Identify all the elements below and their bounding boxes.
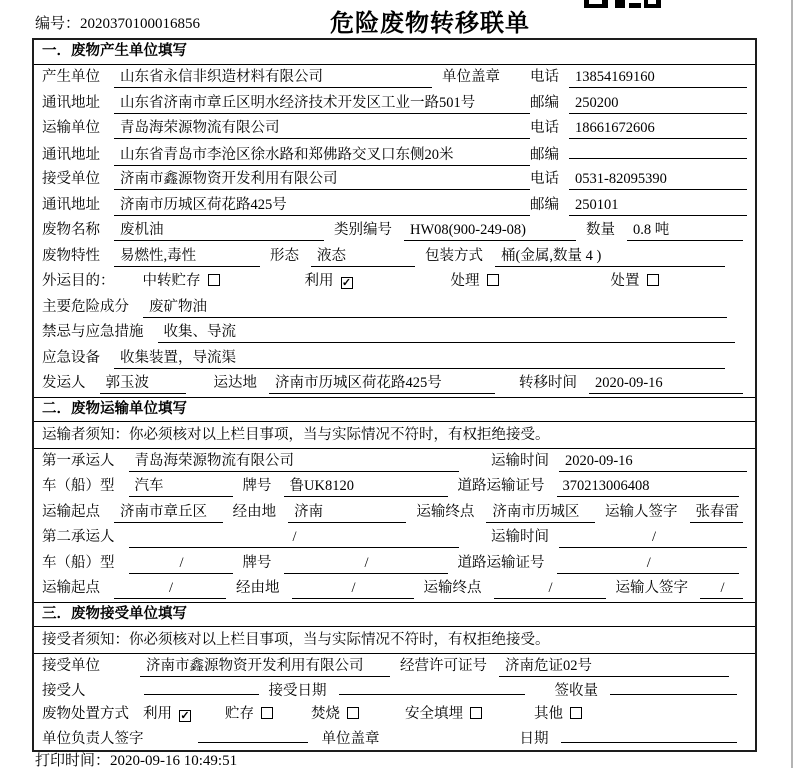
vehicle2-license-label: 道路运输证号	[457, 554, 545, 571]
purpose-option-use	[305, 269, 353, 290]
disposal-option-landfill	[405, 702, 482, 723]
accept-unit-label: 接受单位	[42, 657, 100, 674]
transport-unit-value: 青岛海荣源物流有限公司	[114, 116, 530, 139]
purpose-label: 外运目的：	[42, 273, 115, 289]
route2-start-label: 运输起点	[42, 580, 100, 596]
transfer-time-label: 转移时间	[519, 375, 577, 391]
seal-date-value	[561, 726, 738, 743]
qr-code-icon	[584, 0, 662, 9]
carrier2-label: 第二承运人	[42, 529, 115, 545]
transport-post-label: 邮编	[530, 146, 559, 163]
section3-header: 三．废物接受单位填写	[34, 602, 755, 627]
carrier1-time-value: 2020-09-16	[559, 453, 747, 472]
dispatch-row	[34, 371, 755, 397]
section2-notice: 运输者须知：你必须核对以上栏目事项，当与实际情况不符时，有权拒绝接受。	[34, 422, 755, 449]
taboo-label: 禁忌与应急措施	[42, 324, 144, 340]
disposal-option-use	[143, 702, 191, 723]
purpose-dispose-checkbox	[647, 274, 659, 286]
disposal-option-burn	[311, 702, 359, 723]
waste-name-value: 废机油	[114, 218, 324, 241]
accept-date-value	[339, 678, 525, 695]
producer-address-row	[34, 91, 755, 117]
producer-unit-value: 山东省永信非织造材料有限公司	[114, 65, 432, 88]
carrier2-value: /	[129, 529, 459, 548]
receiver-address-value: 济南市历城区荷花路425号	[114, 193, 530, 216]
vehicle1-row	[34, 474, 755, 500]
print-time-value: 2020-09-16 10:49:51	[110, 753, 238, 768]
producer-address-value: 山东省济南市章丘区明水经济技术开发区工业一路501号	[114, 91, 530, 114]
accept-unit-value: 济南市鑫源物资开发利用有限公司	[140, 654, 390, 677]
vehicle1-plate-value: 鲁UK8120	[284, 474, 448, 497]
disposal-use-checkbox: ✓	[180, 709, 190, 722]
vehicle2-license-value: /	[557, 555, 740, 574]
vehicle1-plate-label: 牌号	[242, 478, 272, 494]
producer-post-value: 250200	[569, 95, 747, 114]
receiver-unit-row	[34, 167, 755, 193]
purpose-transfer-checkbox	[208, 274, 220, 286]
vehicle2-type-value: /	[129, 555, 233, 574]
operate-license-value: 济南危证02号	[499, 654, 729, 677]
vehicle2-type-label: 车（船）型	[42, 554, 115, 571]
route1-sign-label: 运输人签字	[605, 503, 678, 520]
responsible-sign-value	[198, 726, 308, 743]
disposal-option-store	[225, 702, 273, 723]
recipient-row	[34, 678, 755, 702]
carrier1-time-label: 运输时间	[491, 452, 549, 469]
document-number	[35, 12, 200, 33]
receiver-address-label: 通讯地址	[42, 196, 100, 213]
vehicle1-type-label: 车（船）型	[42, 478, 115, 494]
print-time	[35, 749, 237, 768]
recipient-value	[144, 678, 259, 695]
disposal-landfill-checkbox	[470, 707, 482, 719]
route2-end-value: /	[494, 580, 606, 599]
responsible-sign-row	[34, 726, 755, 750]
document-number-label: 编号：	[35, 16, 81, 32]
disposal-option-burn-label: 焚烧	[311, 705, 340, 722]
waste-qty-label: 数量	[586, 222, 615, 238]
vehicle2-row	[34, 551, 755, 577]
section2-header: 二．废物运输单位填写	[34, 397, 755, 422]
vehicle1-license-value: 370213006408	[557, 478, 740, 497]
transport-unit-row	[34, 116, 755, 142]
route2-via-value: /	[292, 580, 414, 599]
route2-row	[34, 576, 755, 602]
packing-label: 包装方式	[425, 247, 483, 264]
receiver-phone-label: 电话	[530, 171, 559, 187]
seal-date-label: 日期	[519, 730, 549, 747]
route1-via-label: 经由地	[232, 503, 277, 520]
vehicle1-license-label: 道路运输证号	[457, 478, 545, 494]
responsible-sign-label: 单位负责人签字	[42, 730, 144, 747]
purpose-option-transfer-label: 中转贮存	[142, 273, 201, 289]
transport-post-value	[569, 142, 747, 159]
vehicle2-plate-label: 牌号	[242, 554, 272, 571]
destination-label: 运达地	[213, 375, 257, 391]
carrier1-row	[34, 449, 755, 475]
transport-address-row	[34, 142, 755, 168]
route2-sign-label: 运输人签字	[615, 580, 688, 596]
receiver-unit-value: 济南市鑫源物资开发利用有限公司	[114, 167, 530, 190]
waste-traits-label: 废物特性	[42, 247, 100, 264]
carrier1-value: 青岛海荣源物流有限公司	[129, 449, 459, 472]
route1-end-label: 运输终点	[416, 503, 475, 520]
transfer-time-value: 2020-09-16	[589, 375, 743, 394]
dispatcher-label: 发运人	[42, 375, 86, 391]
accept-date-label: 接受日期	[268, 682, 327, 699]
producer-phone-value: 13854169160	[569, 69, 747, 88]
disposal-burn-checkbox	[347, 707, 359, 719]
print-time-label: 打印时间：	[35, 753, 111, 768]
receiver-unit-label: 接受单位	[42, 171, 100, 187]
taboo-value: 收集、导流	[158, 320, 736, 343]
taboo-row	[34, 320, 755, 346]
purpose-option-treat	[451, 269, 499, 290]
receiver-post-value: 250101	[569, 197, 747, 216]
equipment-value: 收集装置，导流渠	[114, 346, 725, 369]
route1-row	[34, 500, 755, 526]
disposal-label: 废物处置方式	[42, 705, 129, 722]
producer-address-label: 通讯地址	[42, 94, 100, 111]
waste-form-value: 液态	[311, 244, 415, 267]
purpose-use-checkbox: ✓	[341, 277, 352, 289]
document-number-value: 2020370100016856	[80, 16, 201, 32]
vehicle1-type-value: 汽车	[129, 474, 233, 497]
waste-traits-value: 易燃性,毒性	[114, 244, 260, 267]
waste-form-label: 形态	[270, 247, 299, 264]
waste-category-label: 类别编号	[334, 222, 392, 238]
disposal-row	[34, 702, 755, 726]
waste-traits-row	[34, 244, 755, 270]
carrier2-row	[34, 525, 755, 551]
equipment-label: 应急设备	[42, 349, 100, 366]
waste-qty-value: 0.8 吨	[627, 218, 743, 241]
producer-post-label: 邮编	[530, 94, 559, 111]
destination-value: 济南市历城区荷花路425号	[269, 371, 495, 394]
carrier2-time-label: 运输时间	[491, 529, 549, 545]
disposal-option-landfill-label: 安全填埋	[405, 705, 463, 722]
disposal-store-checkbox	[261, 707, 273, 719]
purpose-row	[34, 269, 755, 295]
route2-start-value: /	[114, 580, 226, 599]
purpose-treat-checkbox	[487, 274, 499, 286]
receiver-post-label: 邮编	[530, 196, 559, 213]
transport-phone-value: 18661672606	[569, 120, 747, 139]
disposal-option-use-label: 利用	[143, 705, 172, 722]
producer-unit-label: 产生单位	[42, 69, 100, 85]
section3-notice: 接受者须知：你必须核对以上栏目事项，当与实际情况不符时，有权拒绝接受。	[34, 627, 755, 654]
producer-unit-row	[34, 65, 755, 91]
vehicle2-plate-value: /	[284, 555, 448, 574]
disposal-other-checkbox	[570, 707, 582, 719]
signed-qty-label: 签收量	[554, 682, 598, 699]
transport-address-value: 山东省青岛市李沧区徐水路和郑佛路交叉口东侧20米	[114, 143, 530, 166]
unit-seal-label-2: 单位盖章	[321, 730, 380, 747]
section1-header: 一．废物产生单位填写	[34, 40, 755, 65]
purpose-option-dispose-label: 处置	[610, 273, 640, 289]
dispatcher-value: 郭玉波	[100, 371, 186, 394]
route1-start-value: 济南市章丘区	[114, 500, 223, 523]
route2-end-label: 运输终点	[423, 580, 482, 596]
disposal-option-other	[534, 702, 582, 723]
carrier1-label: 第一承运人	[42, 452, 115, 469]
waste-category-value: HW08(900-249-08)	[404, 222, 576, 241]
route1-end-value: 济南市历城区	[486, 500, 595, 523]
main-hazard-value: 废矿物油	[143, 295, 727, 318]
purpose-option-treat-label: 处理	[450, 273, 480, 289]
disposal-option-other-label: 其他	[534, 705, 563, 722]
main-hazard-label: 主要危险成分	[42, 298, 129, 315]
operate-license-label: 经营许可证号	[400, 657, 487, 674]
recipient-label: 接受人	[42, 682, 86, 699]
page-edge-line	[791, 0, 793, 768]
packing-value: 桶(金属,数量 4 )	[495, 244, 725, 267]
receiver-address-row	[34, 193, 755, 219]
route2-via-label: 经由地	[236, 580, 280, 596]
accept-unit-row	[34, 654, 755, 678]
main-hazard-row	[34, 295, 755, 321]
purpose-option-transfer	[143, 269, 220, 290]
disposal-option-store-label: 贮存	[225, 705, 254, 722]
route1-start-label: 运输起点	[42, 503, 100, 520]
route2-sign-value: /	[700, 580, 743, 599]
transport-unit-label: 运输单位	[42, 120, 100, 136]
route1-sign-value: 张春雷	[690, 500, 744, 523]
waste-name-row	[34, 218, 755, 244]
unit-seal-label: 单位盖章	[442, 69, 500, 85]
route1-via-value: 济南	[288, 500, 406, 523]
carrier2-time-value: /	[559, 529, 747, 548]
signed-qty-value	[610, 678, 737, 695]
transport-phone-label: 电话	[530, 120, 559, 136]
transport-address-label: 通讯地址	[42, 146, 100, 163]
waste-name-label: 废物名称	[42, 222, 100, 238]
purpose-option-use-label: 利用	[304, 273, 334, 289]
equipment-row	[34, 346, 755, 372]
producer-phone-label: 电话	[530, 69, 559, 85]
manifest-form	[32, 38, 757, 752]
page-title: 危险废物转移联单	[330, 11, 530, 37]
receiver-phone-value: 0531-82095390	[569, 171, 747, 190]
purpose-option-dispose	[611, 269, 659, 290]
